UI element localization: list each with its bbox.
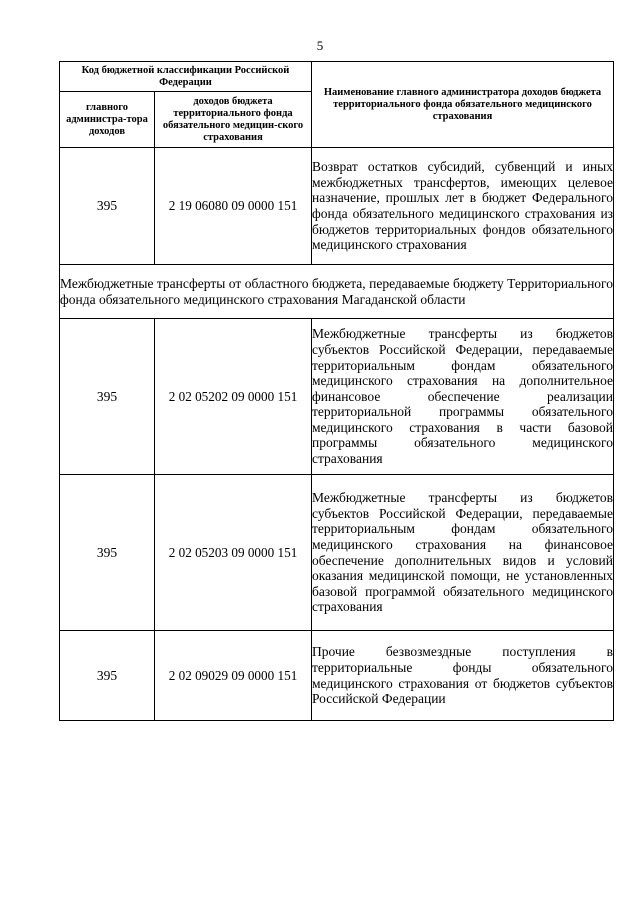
header-administrator-name: Наименование главного администратора доходов бюджета территориального фонда обязательного медицинского страхования [312,62,614,148]
revenue-code-cell: 2 19 06080 09 0000 151 [155,148,312,265]
revenue-name-cell: Возврат остатков субсидий, субвенций и иных межбюджетных трансфертов, имеющих целевое назначение, прошлых лет в бюджет Федерального фонда обязательного медицинского страхования из бюджетов территориальных фондов обязательного медицинского страхования [312,148,614,265]
revenue-code-cell: 2 02 05202 09 0000 151 [155,319,312,475]
header-row [60,62,614,92]
budget-classification-table [59,61,614,721]
header-fund-revenues: доходов бюджета территориального фонда обязательного медицин-ского страхования [155,92,312,148]
table-row [60,319,614,475]
section-heading: Межбюджетные трансферты от областного бюджета, передаваемые бюджету Территориального фонда обязательного медицинского страхования Магаданской области [60,265,614,319]
table-row [60,475,614,631]
revenue-code-cell: 2 02 09029 09 0000 151 [155,631,312,721]
admin-code-cell: 395 [60,148,155,265]
revenue-name-cell: Межбюджетные трансферты из бюджетов субъектов Российской Федерации, передаваемые территориальным фондам обязательного медицинского страхования на дополнительное финансовое обеспечение реализации территориальной программы обязательного медицинского страхования в части базовой программы обязательного медицинского страхования [312,319,614,475]
admin-code-cell: 395 [60,475,155,631]
header-main-administrator: главного администра-тора доходов [60,92,155,148]
page-number: 5 [316,38,324,53]
revenue-name-cell: Межбюджетные трансферты из бюджетов субъектов Российской Федерации, передаваемые территориальным фондам обязательного медицинского страхования на финансовое обеспечение дополнительных видов и условий оказания медицинской помощи, не установленных базовой программой обязательного медицинского страхования [312,475,614,631]
revenue-name-cell: Прочие безвозмездные поступления в территориальные фонды обязательного медицинского страхования от бюджетов субъектов Российской Федерации [312,631,614,721]
admin-code-cell: 395 [60,631,155,721]
admin-code-cell: 395 [60,319,155,475]
header-code-group: Код бюджетной классификации Российской Федерации [60,62,312,92]
table-row [60,148,614,265]
table-row [60,631,614,721]
section-row [60,265,614,319]
revenue-code-cell: 2 02 05203 09 0000 151 [155,475,312,631]
